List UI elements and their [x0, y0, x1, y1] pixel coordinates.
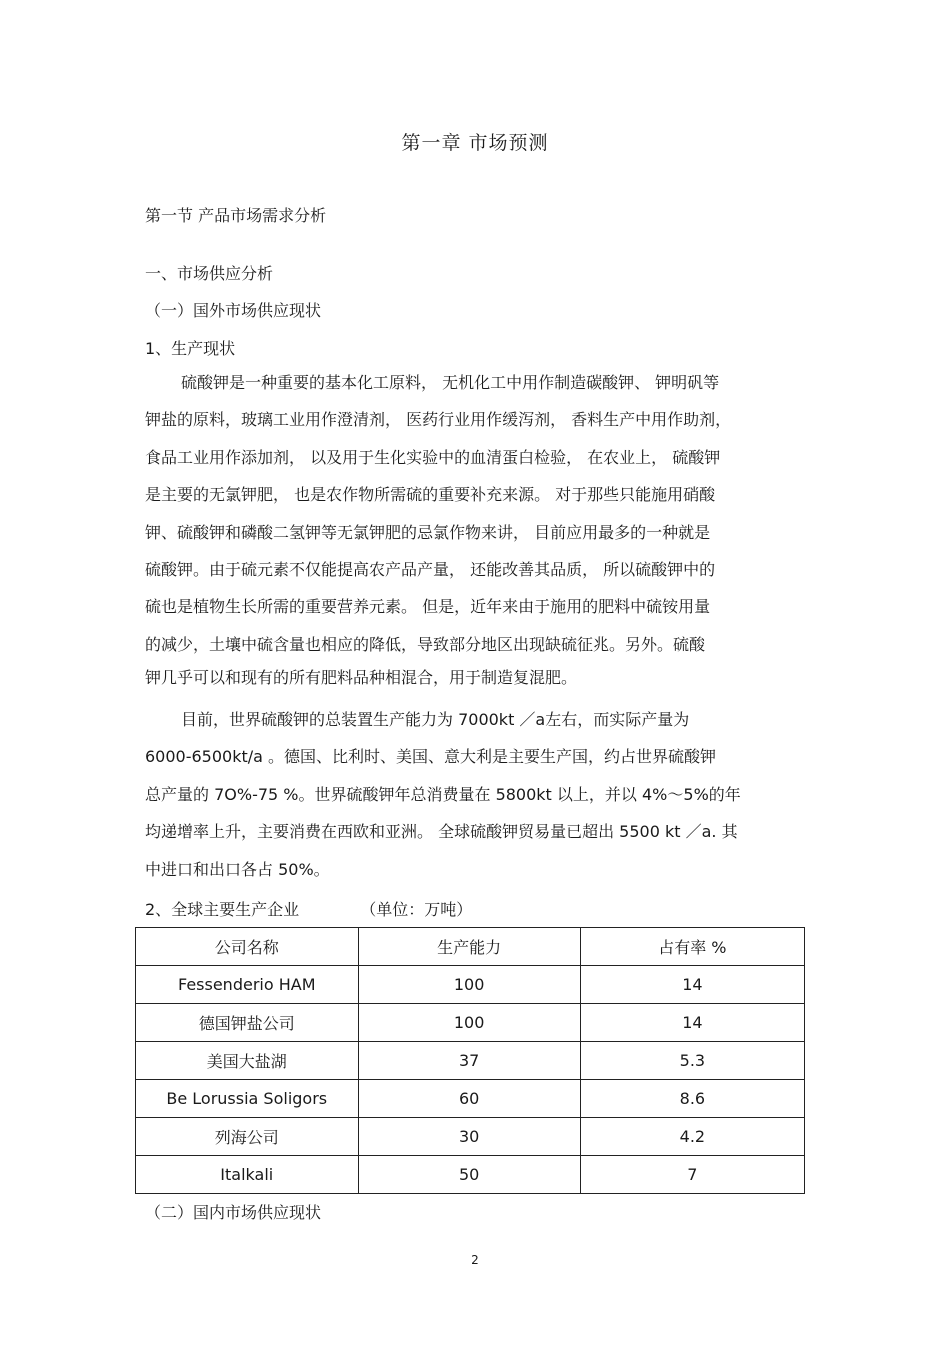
table-cell: 14	[580, 966, 804, 1004]
table-cell: 5.3	[580, 1042, 804, 1080]
table-cell: 100	[358, 966, 580, 1004]
paragraph-line: 6000-6500kt/a 。德国、比利时、美国、意大利是主要生产国，约占世界硫酸钾	[145, 747, 717, 767]
table-row	[136, 1042, 805, 1080]
paragraph-potassium-sulfate-uses	[145, 364, 805, 693]
heading-supply-analysis: 一、市场供应分析	[145, 264, 274, 283]
column-header-share: 占有率 %	[580, 928, 804, 966]
column-header-company: 公司名称	[136, 928, 359, 966]
table-cell: 30	[358, 1118, 580, 1156]
table-cell: Be Lorussia Soligors	[136, 1080, 359, 1118]
table-cell: 8.6	[580, 1080, 804, 1118]
paragraph-line: 钾几乎可以和现有的所有肥料品种相混合，用于制造复混肥。	[145, 668, 578, 688]
paragraph-line: 的减少，土壤中硫含量也相应的降低，导致部分地区出现缺硫征兆。另外。硫酸	[145, 634, 706, 654]
heading-production-status: 1、生产现状	[145, 339, 236, 358]
table-row	[136, 966, 805, 1004]
paragraph-line: 均递增率上升，主要消费在西欧和亚洲。 全球硫酸钾贸易量已超出 5500 kt ／a. 其	[145, 822, 738, 842]
paragraph-line: 目前，世界硫酸钾的总装置生产能力为 7000kt ／a左右，而实际产量为	[181, 710, 690, 729]
section-title: 第一节 产品市场需求分析	[145, 206, 327, 225]
table-cell: 14	[580, 1004, 804, 1042]
table-cell: 60	[358, 1080, 580, 1118]
table-cell: 美国大盐湖	[136, 1042, 359, 1080]
table-row	[136, 1080, 805, 1118]
heading-domestic-supply: （二）国内市场供应现状	[145, 1203, 322, 1222]
table-cell: 50	[358, 1156, 580, 1194]
paragraph-line: 食品工业用作添加剂， 以及用于生化实验中的血清蛋白检验， 在农业上， 硫酸钾	[145, 447, 721, 467]
table-cell: Fessenderio HAM	[136, 966, 359, 1004]
table-cell: Italkali	[136, 1156, 359, 1194]
column-header-capacity: 生产能力	[358, 928, 580, 966]
table-row	[136, 1156, 805, 1194]
table-row	[136, 1004, 805, 1042]
paragraph-world-capacity	[145, 701, 805, 888]
paragraph-line: 钾、硫酸钾和磷酸二氢钾等无氯钾肥的忌氯作物来讲， 目前应用最多的一种就是	[145, 522, 711, 542]
page-number: 2	[471, 1253, 479, 1267]
table-cell: 4.2	[580, 1118, 804, 1156]
paragraph-line: 中进口和出口各占 50%。	[145, 859, 330, 879]
paragraph-line: 硫酸钾。由于硫元素不仅能提高农产品产量， 还能改善其品质， 所以硫酸钾中的	[145, 559, 716, 579]
heading-major-producers: 2、全球主要生产企业 （单位：万吨）	[145, 900, 473, 919]
table-cell: 列海公司	[136, 1118, 359, 1156]
table-cell: 100	[358, 1004, 580, 1042]
table-cell: 37	[358, 1042, 580, 1080]
table-cell: 德国钾盐公司	[136, 1004, 359, 1042]
paragraph-line: 硫酸钾是一种重要的基本化工原料， 无机化工中用作制造碳酸钾、 钾明矾等	[181, 373, 720, 392]
paragraph-line: 硫也是植物生长所需的重要营养元素。 但是，近年来由于施用的肥料中硫铵用量	[145, 597, 711, 617]
table-header-row	[136, 928, 805, 966]
heading-foreign-supply: （一）国外市场供应现状	[145, 301, 322, 320]
producers-table	[135, 927, 805, 1194]
paragraph-line: 钾盐的原料，玻璃工业用作澄清剂， 医药行业用作缓泻剂， 香料生产中用作助剂，	[145, 410, 732, 430]
table-row	[136, 1118, 805, 1156]
chapter-title: 第一章 市场预测	[401, 132, 549, 154]
paragraph-line: 是主要的无氯钾肥， 也是农作物所需硫的重要补充来源。 对于那些只能施用硝酸	[145, 485, 716, 505]
paragraph-line: 总产量的 7O%-75 %。世界硫酸钾年总消费量在 5800kt 以上，并以 4%～5%的年	[145, 784, 741, 804]
table-cell: 7	[580, 1156, 804, 1194]
